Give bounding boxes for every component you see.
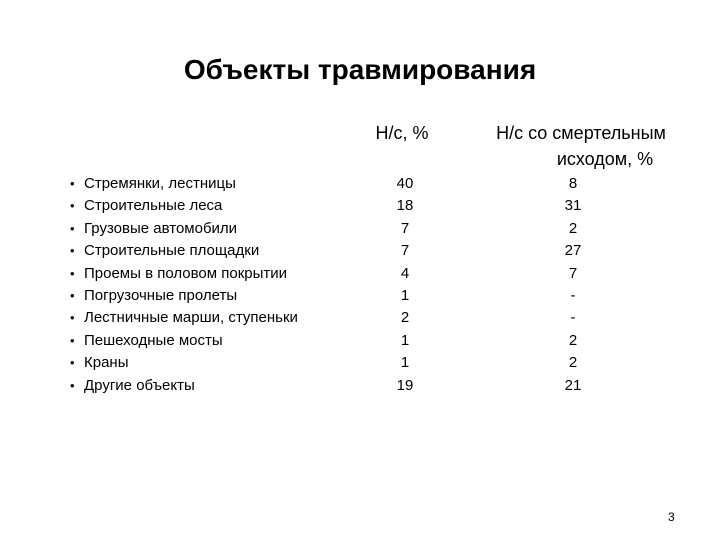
accidents-percent: 18 [396, 197, 414, 215]
bullet-icon: • [70, 198, 75, 214]
list-item [70, 285, 630, 307]
slide-title: Объекты травмирования [183, 54, 537, 85]
bullet-icon: • [70, 355, 75, 371]
fatal-accidents-percent: 21 [564, 376, 582, 394]
fatal-accidents-percent: 2 [568, 331, 578, 349]
list-item [70, 263, 630, 285]
column-header-accidents: Н/с, % [375, 123, 429, 143]
bullet-icon: • [70, 332, 75, 348]
fatal-accidents-percent: - [570, 286, 576, 304]
bullet-icon: • [70, 243, 75, 259]
accidents-percent: 4 [400, 264, 410, 282]
fatal-accidents-percent: 7 [568, 264, 578, 282]
list-item [70, 240, 630, 262]
bullet-icon: • [70, 265, 75, 281]
accidents-percent: 2 [400, 309, 410, 327]
accidents-percent: 1 [400, 331, 410, 349]
fatal-accidents-percent: 27 [564, 242, 582, 260]
list-item [70, 352, 630, 374]
column-header-fatal-line1: Н/с со смертельным [496, 123, 666, 143]
object-label: Другие объекты [84, 376, 195, 394]
bullet-icon: • [70, 377, 75, 393]
fatal-accidents-percent: 8 [568, 175, 578, 192]
bullet-icon: • [70, 220, 75, 236]
column-header-fatal-accidents [478, 120, 684, 172]
accidents-percent: 1 [400, 354, 410, 372]
object-label: Строительные леса [84, 197, 223, 215]
accidents-percent: 1 [400, 286, 410, 304]
bullet-icon: • [70, 176, 75, 191]
object-label: Проемы в половом покрытии [84, 264, 288, 282]
object-label: Лестничные марши, ступеньки [84, 309, 298, 327]
fatal-accidents-percent: 2 [568, 219, 578, 237]
bullet-icon: • [70, 287, 75, 303]
column-header-fatal-line2: исходом, % [556, 149, 654, 169]
object-label: Строительные площадки [84, 242, 260, 260]
fatal-accidents-percent: - [570, 309, 576, 327]
accidents-percent: 7 [400, 242, 410, 260]
bullet-icon: • [70, 310, 75, 326]
list-item [70, 330, 630, 352]
object-label: Краны [84, 354, 129, 372]
list-item [70, 218, 630, 240]
list-item [70, 173, 630, 195]
list-item [70, 195, 630, 217]
accidents-percent: 7 [400, 219, 410, 237]
object-label: Стремянки, лестницы [84, 175, 236, 192]
injury-objects-list [70, 173, 630, 397]
page-number: 3 [668, 510, 675, 524]
object-label: Пешеходные мосты [84, 331, 223, 349]
accidents-percent: 19 [396, 376, 414, 394]
list-item [70, 375, 630, 397]
accidents-percent: 40 [396, 175, 414, 192]
list-item [70, 307, 630, 329]
fatal-accidents-percent: 31 [564, 197, 582, 215]
fatal-accidents-percent: 2 [568, 354, 578, 372]
object-label: Погрузочные пролеты [84, 286, 238, 304]
object-label: Грузовые автомобили [84, 219, 238, 237]
